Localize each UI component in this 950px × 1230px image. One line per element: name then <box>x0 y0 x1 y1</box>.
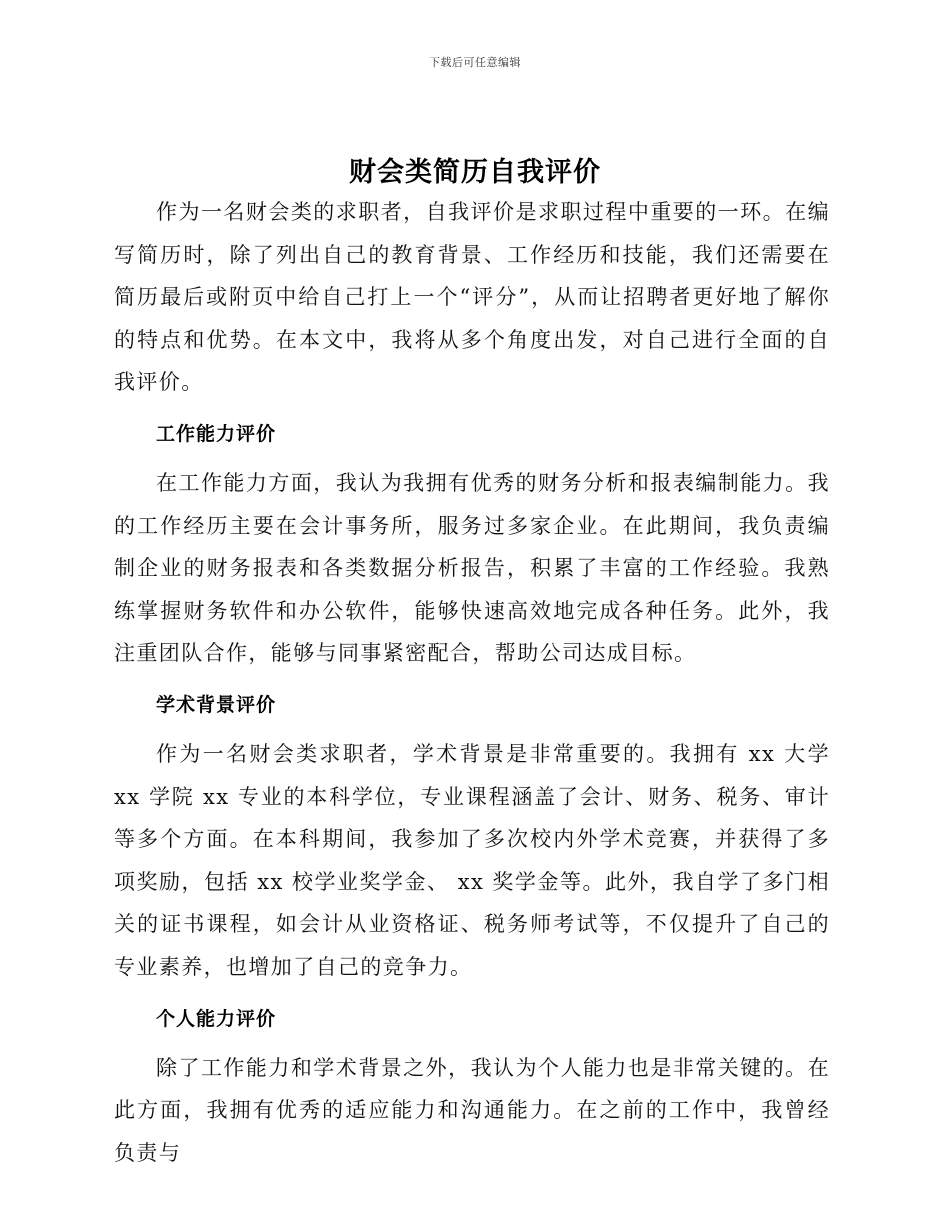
document-title: 财会类简历自我评价 <box>349 157 601 188</box>
document-body <box>114 191 830 1174</box>
section-heading-academic: 学术背景评价 <box>156 693 277 716</box>
section-body-personal: 除了工作能力和学术背景之外，我认为个人能力也是非常关键的。在此方面，我拥有优秀的适应能力和沟通能力。在之前的工作中，我曾经负责与 <box>114 1055 830 1165</box>
section-body-work: 在工作能力方面，我认为我拥有优秀的财务分析和报表编制能力。我的工作经历主要在会计事务所，服务过多家企业。在此期间，我负责编制企业的财务报表和各类数据分析报告，积累了丰富的工作经验。我熟练掌握财务软件和办公软件，能够快速高效地完成各种任务。此外，我注重团队合作，能够与同事紧密配合，帮助公司达成目标。 <box>114 470 830 666</box>
section-heading-personal: 个人能力评价 <box>156 1007 277 1030</box>
section-heading-work: 工作能力评价 <box>156 422 277 445</box>
intro-paragraph: 作为一名财会类的求职者，自我评价是求职过程中重要的一环。在编写简历时，除了列出自己的教育背景、工作经历和技能，我们还需要在简历最后或附页中给自己打上一个“评分”，从而让招聘者更好地了解你的特点和优势。在本文中，我将从多个角度出发，对自己进行全面的自我评价。 <box>114 200 830 395</box>
section-body-academic: 作为一名财会类求职者，学术背景是非常重要的。我拥有 xx 大学 xx 学院 xx 专业的本科学位，专业课程涵盖了会计、财务、税务、审计等多个方面。在本科期间，我参加了多次校内外学术竞赛，并获得了多项奖励，包括 xx 校学业奖学金、 xx 奖学金等。此外，我自学了多门相关的证书课程，如会计从业资格证、税务师考试等，不仅提升了自己的专业素养，也增加了自己的竞争力。 <box>114 741 830 979</box>
header-note: 下载后可任意编辑 <box>429 56 521 69</box>
